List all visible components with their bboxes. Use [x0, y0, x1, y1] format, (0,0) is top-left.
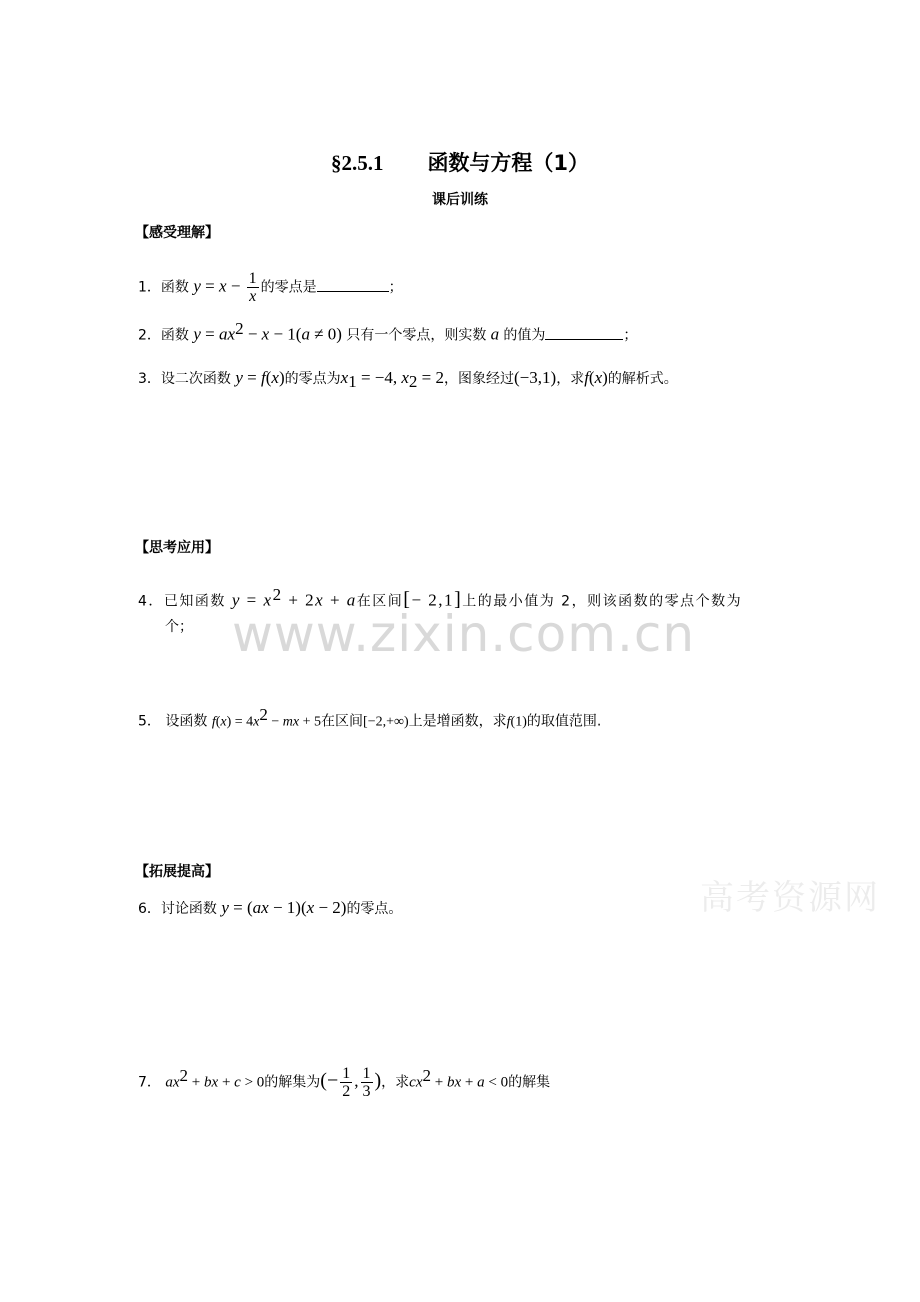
q1-number: 1． [138, 279, 161, 296]
question-4: 4．已知函数 $y = x^2 + 2x + a$在区间[− 2,1]上的最小值为 2，则该函数的零点个数为 [138, 585, 743, 611]
q2-answer-blank[interactable] [545, 324, 623, 340]
watermark-text-cn: 高考资源网 [700, 878, 880, 918]
question-7: 7． $ax^2$ + bx + c > 0的解集为(− $\frac{1}{2}$ , $\frac{1}{3}$ )，求$cx^2$ + bx + a < 0的解集 [138, 1065, 551, 1101]
page-subtitle: 课后训练 [432, 192, 488, 208]
watermark-text: www.zixin.com.cn [232, 605, 696, 663]
q7-fraction-a: $\frac{1}{2}$ [342, 1065, 351, 1101]
section-heading-2: 【思考应用】 [135, 540, 219, 556]
question-6: 6．讨论函数 y = (ax − 1)(x − 2)的零点。 [138, 898, 403, 917]
q1-end: ； [388, 279, 403, 296]
section-heading-3: 【拓展提高】 [135, 864, 219, 880]
q1-fraction: $\frac{1}{x}$ [248, 270, 257, 305]
question-4-line-2: 个； [165, 619, 193, 635]
question-1: 1．函数 y = x − $\frac{1}{x}$ 的零点是 ； [138, 270, 403, 305]
q1-pre: 函数 [160, 279, 189, 296]
title-number: §2.5.1 [330, 151, 384, 175]
q1-post: 的零点是 [260, 279, 317, 296]
question-3: 3．设二次函数 y = f(x)的零点为$x_1 = -4$, $x_2 = 2$，图象经过(−3,1)，求f(x)的解析式。 [138, 368, 678, 391]
page-title [0, 147, 920, 177]
question-2: 2．函数 $y = ax^2 - x - 1(a \ne 0)$ 只有一个零点，则实数 a 的值为 ； [138, 319, 638, 344]
title-text: 函数与方程（1） [427, 151, 590, 175]
q1-answer-blank[interactable] [317, 276, 389, 292]
question-5: 5． 设函数 $f(x) = 4x^2$ − mx + 5在区间[−2,+∞)上是增函数，求f(1)的取值范围. [138, 705, 602, 730]
section-heading-1: 【感受理解】 [135, 225, 219, 241]
q7-fraction-b: $\frac{1}{3}$ [362, 1065, 371, 1101]
